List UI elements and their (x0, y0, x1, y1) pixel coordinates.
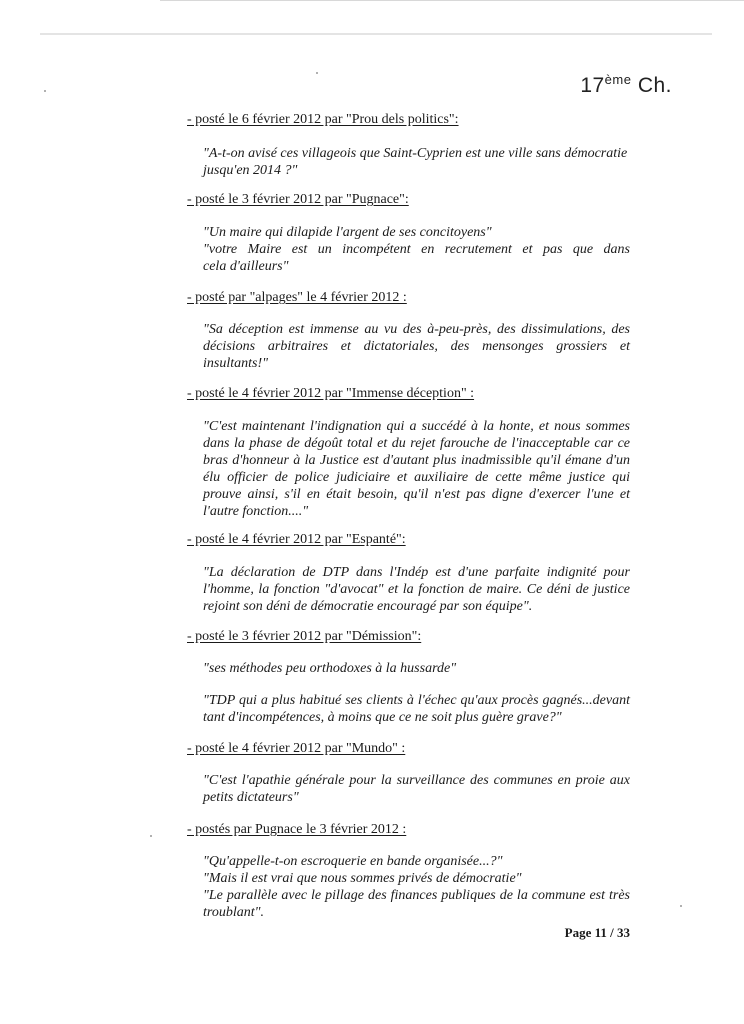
quote-line: "Un maire qui dilapide l'argent de ses concitoyens" (203, 225, 492, 240)
post-header: - posté le 6 février 2012 par "Prou dels politics": (187, 112, 459, 127)
quote-line: "Mais il est vrai que nous sommes privés de démocratie" (203, 871, 522, 886)
quote-line: "TDP qui a plus habitué ses clients à l'échec qu'aux procès gagnés...devant (203, 693, 630, 708)
quote-line: décisions arbitraires et dictatoriales, des mensonges grossiers et (203, 339, 630, 354)
quote-line: "La déclaration de DTP dans l'Indép est d'une parfaite indignité pour (203, 565, 630, 580)
post-quote (203, 692, 630, 726)
post-header: - posté le 4 février 2012 par "Mundo" : (187, 741, 406, 756)
scan-edge-line (40, 33, 712, 35)
post-header: - posté le 3 février 2012 par "Pugnace": (187, 192, 409, 207)
quote-line: "C'est l'apathie générale pour la surveillance des communes en proie aux (203, 773, 630, 788)
quote-line: élu officier de police judiciaire et auxiliaire de cette même justice qui (203, 470, 630, 485)
chamber-label (580, 72, 672, 98)
quote-line: "Le parallèle avec le pillage des finances publiques de la commune est très (203, 888, 630, 903)
scan-top-edge (160, 0, 744, 1)
post-header: - postés par Pugnace le 3 février 2012 : (187, 822, 407, 837)
quote-line: l'homme, la fonction "d'avocat" et la fonction de maire. Ce déni de justice (203, 582, 630, 597)
quote-line: rejoint son déni de démocratie encouragé par son équipe". (203, 599, 533, 614)
quote-line: "Sa déception est immense au vu des à-peu-près, des dissimulations, des (203, 322, 630, 337)
quote-line: insultants!" (203, 356, 268, 371)
post-header: - posté le 4 février 2012 par "Immense déception" : (187, 386, 475, 401)
post-quote (203, 660, 630, 677)
quote-line: bras d'honneur à la Justice est d'autant plus inadmissible qu'il émane d'un (203, 453, 630, 468)
post-quote (203, 145, 630, 179)
quote-line: petits dictateurs" (203, 790, 299, 805)
post-header: - posté par "alpages" le 4 février 2012 : (187, 290, 407, 305)
quote-line: cela d'ailleurs" (203, 259, 289, 274)
quote-line: jusqu'en 2014 ?" (203, 163, 298, 178)
quote-line: l'autre fonction...." (203, 504, 309, 519)
chamber-suffix: ème (604, 72, 632, 87)
quote-line: dans la phase de dégoût total et du rejet farouche de l'inacceptable car ce (203, 436, 630, 451)
scan-speck (150, 835, 152, 837)
post-quote (203, 224, 630, 275)
quote-line: "Qu'appelle-t-on escroquerie en bande organisée...?" (203, 854, 503, 869)
post-quote (203, 418, 630, 520)
quote-line: "ses méthodes peu orthodoxes à la hussarde" (203, 661, 457, 676)
chamber-number: 17 (580, 74, 605, 97)
quote-line: tant d'incompétences, à moins que ce ne soit plus guère grave?" (203, 710, 562, 725)
post-quote (203, 564, 630, 615)
post-header: - posté le 3 février 2012 par "Démission": (187, 629, 422, 644)
post-header: - posté le 4 février 2012 par "Espanté": (187, 532, 406, 547)
scan-speck (680, 905, 682, 907)
quote-line: "A-t-on avisé ces villageois que Saint-Cyprien est une ville sans démocratie (203, 146, 628, 161)
post-quote (203, 321, 630, 372)
page-number: Page 11 / 33 (564, 925, 630, 940)
quote-line: "votre Maire est un incompétent en recrutement et pas que dans (203, 242, 630, 257)
quote-line: prouve ainsi, s'il en était besoin, qu'il n'est pas digne d'exercer l'une et (203, 487, 630, 502)
quote-line: troublant". (203, 905, 264, 920)
post-quote (203, 772, 630, 806)
quote-line: "C'est maintenant l'indignation qui a succédé à la honte, et nous sommes (203, 419, 630, 434)
chamber-abbrev: Ch. (637, 74, 672, 97)
scan-speck (44, 90, 46, 92)
post-quote (203, 853, 630, 921)
scan-speck (316, 72, 318, 74)
